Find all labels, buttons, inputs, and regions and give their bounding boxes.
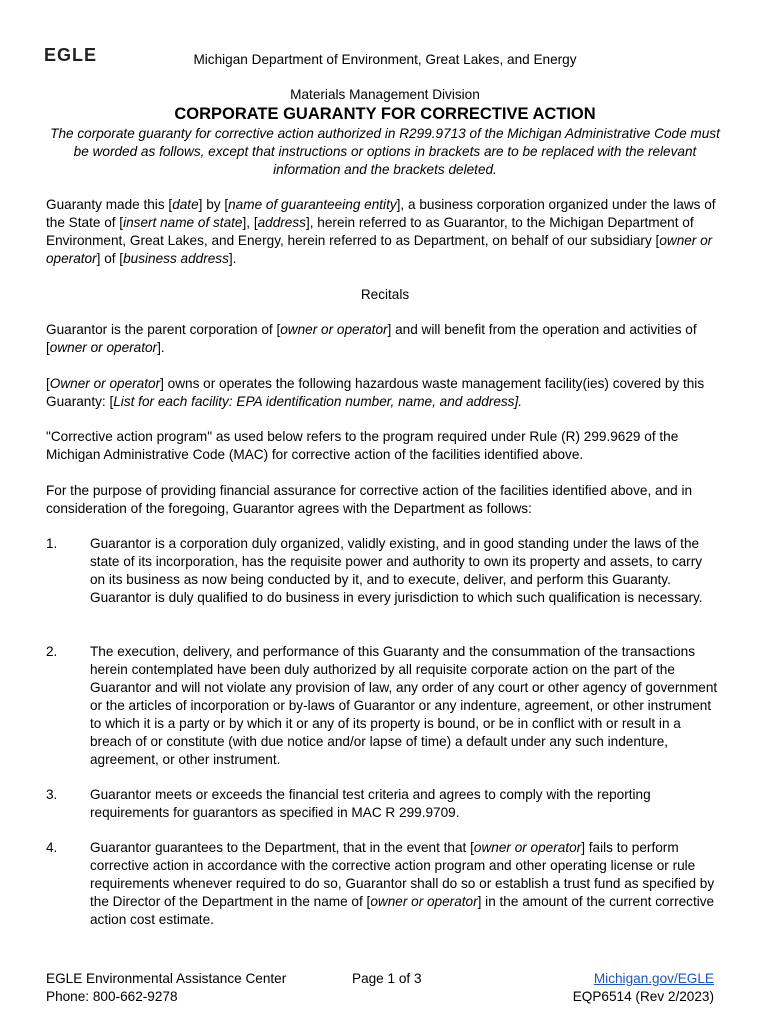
footer-center-name: EGLE Environmental Assistance Center — [46, 971, 287, 986]
instructions: The corporate guaranty for corrective action authorized in R299.9713 of the Michigan Administrative Code must be worded as follows, except that instructions or options in brackets are to be replaced with the relevant information and the brackets deleted. — [50, 126, 720, 177]
item-text: The execution, delivery, and performance of this Guaranty and the consummation of the transactions herein contemplated have been duly authorized by all requisite corporate action on the part of the Guarantor and will not violate any provision of law, any order of any court or other agency of government or the articles of incorporation or by-laws of Guarantor or any indenture, agreement, or other instrument to which it is a party or by which it or any of its property is bound, or be in conflict with or result in a breach of or constitute (with due notice and/or lapse of time) a default under any such indenture, agreement, or other instrument. — [90, 644, 718, 767]
parent-paragraph: Guarantor is the parent corporation of [owner or operator] and will benefit from the operation and activities of [owner or operator]. — [46, 322, 697, 355]
footer-phone: Phone: 800-662-9278 — [46, 989, 178, 1004]
page-number: Page 1 of 3 — [352, 971, 422, 986]
item-number: 4. — [46, 840, 58, 855]
footer-contact — [46, 970, 286, 1006]
document-title: CORPORATE GUARANTY FOR CORRECTIVE ACTION — [174, 105, 596, 123]
item-text: Guarantor is a corporation duly organized, validly existing, and in good standing under the laws of the state of its incorporation, has the requisite power and authority to own its property and assets, to carry on its business as now being conducted by it, and to execute, deliver, and perform this Guaranty. Guarantor is duly qualified to do business in every jurisdiction to which such qualification is necessary. — [90, 536, 703, 605]
purpose-paragraph: For the purpose of providing financial assurance for corrective action of the facilities identified above, and in consideration of the foregoing, Guarantor agrees with the Department as follows: — [46, 483, 693, 516]
item-number: 2. — [46, 644, 58, 659]
egle-website-link[interactable]: Michigan.gov/EGLE — [593, 971, 714, 986]
program-paragraph: "Corrective action program" as used below refers to the program required under Rule (R) 299.9629 of the Michigan Administrative Code (MAC) for corrective action of the facilities identified above. — [46, 429, 679, 462]
item-text: Guarantor meets or exceeds the financial test criteria and agrees to comply with the reporting requirements for guarantors as specified in MAC R 299.9709. — [90, 787, 651, 820]
recitals-heading: Recitals — [360, 287, 410, 302]
intro-paragraph: Guaranty made this [date] by [name of guaranteeing entity], a business corporation organized under the laws of the State of [insert name of state], [address], herein referred to as Guarantor, to the Michigan Department of Environment, Great Lakes, and Energy, herein referred to as Department, on behalf of our subsidiary [owner or operator] of [business address]. — [46, 197, 716, 266]
facility-paragraph: [Owner or operator] owns or operates the following hazardous waste management facility(ies) covered by this Guaranty: [List for each facility: EPA identification number, name, and address]. — [46, 376, 705, 409]
item-text: Guarantor guarantees to the Department, that in the event that [owner or operator] fails to perform corrective action in accordance with the corrective action program and other operating license or rule requirements whenever required to do so, Guarantor shall do so or establish a trust fund as specified by the Director of the Department in the name of [owner or operator] in the amount of the current corrective action cost estimate. — [90, 840, 715, 927]
item-number: 3. — [46, 787, 58, 802]
form-id: EQP6514 (Rev 2/2023) — [572, 989, 714, 1004]
agency-name: Michigan Department of Environment, Great Lakes, and Energy — [193, 52, 577, 67]
division-name: Materials Management Division — [290, 87, 480, 102]
svg-text:EGLE: EGLE — [44, 46, 98, 64]
item-number: 1. — [46, 536, 58, 551]
footer-right — [573, 970, 714, 1006]
